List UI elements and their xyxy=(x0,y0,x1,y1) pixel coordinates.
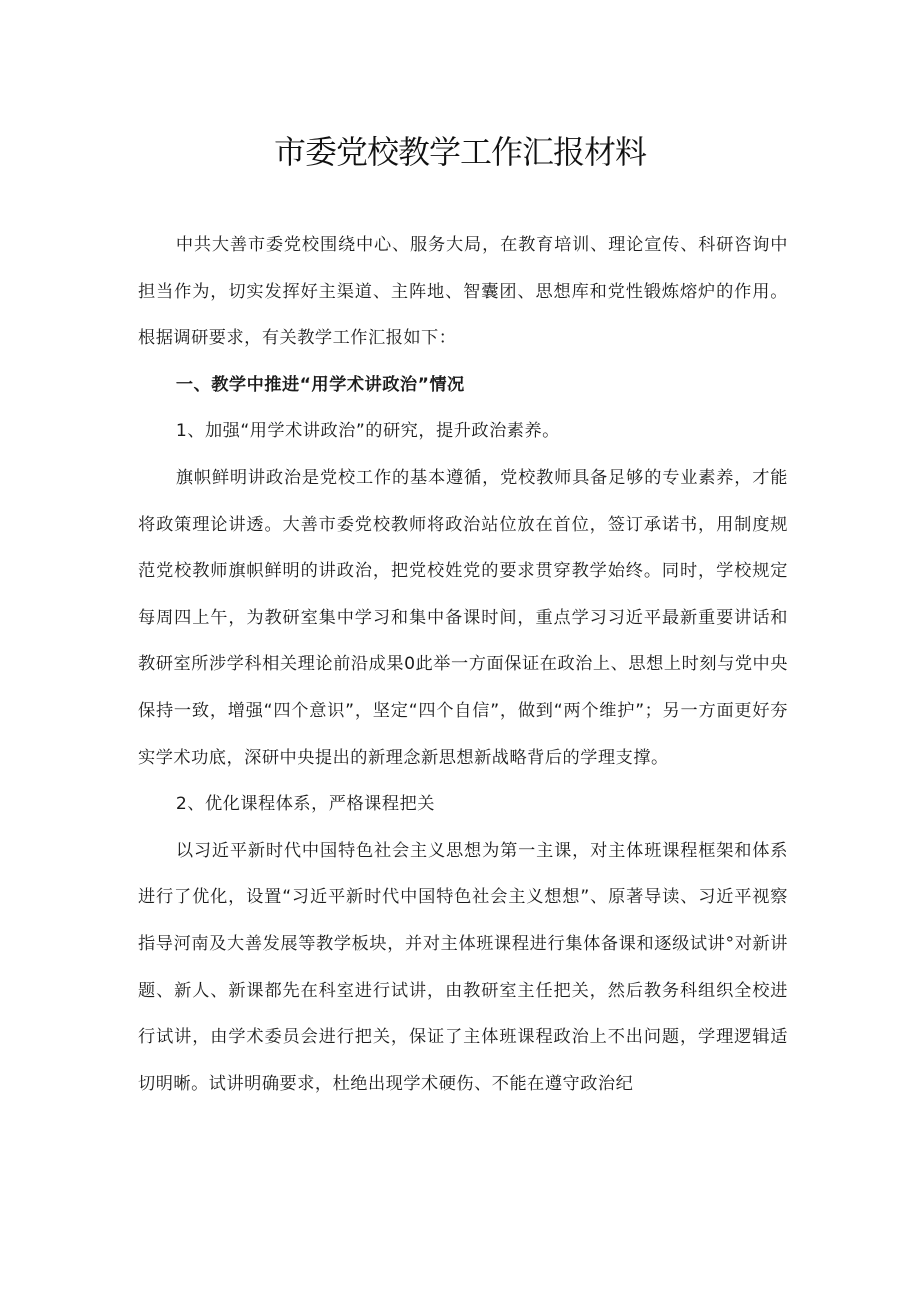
subsection-heading-2: 2、优化课程体系，严格课程把关 xyxy=(175,794,435,815)
section-heading-1: 一、教学中推进“用学术讲政治”情况 xyxy=(175,374,465,395)
intro-paragraph: 中共大善市委党校围绕中心、服务大局，在教育培训、理论宣传、科研咨询中担当作为，切实发挥好主渠道、主阵地、智囊团、思想库和党性锻炼熔炉的作用。根据调研要求，有关教学工作汇报如下： xyxy=(138,235,788,349)
body-paragraph-1: 旗帜鲜明讲政治是党校工作的基本遵循，党校教师具备足够的专业素养，才能将政策理论讲透。大善市委党校教师将政治站位放在首位，签订承诺书，用制度规范党校教师旗帜鲜明的讲政治，把党校姓党的要求贯穿教学始终。同时，学校规定每周四上午，为教研室集中学习和集中备课时间，重点学习习近平最新重要讲话和教研室所涉学科相关理论前沿成果0此举一方面保证在政治上、思想上时刻与党中央保持一致，增强“四个意识”，坚定“四个自信”，做到“两个维护”；另一方面更好夯实学术功底，深研中央提出的新理念新思想新战略背后的学理支撑。 xyxy=(138,467,788,768)
document-body xyxy=(138,222,788,1107)
subsection-heading-1: 1、加强“用学术讲政治”的研究，提升政治素养。 xyxy=(175,421,560,442)
body-paragraph-2: 以习近平新时代中国特色社会主义思想为第一主课，对主体班课程框架和体系进行了优化，设置“习近平新时代中国特色社会主义想想”、原著导读、习近平视察指导河南及大善发展等教学板块，并对主体班课程进行集体备课和逐级试讲°对新讲题、新人、新课都先在科室进行试讲，由教研室主任把关，然后教务科组织全校进行试讲，由学术委员会进行把关，保证了主体班课程政治上不出问题，学理逻辑适切明晰。试讲明确要求，杜绝出现学术硬伤、不能在遵守政治纪 xyxy=(138,840,788,1094)
document-title: 市委党校教学工作汇报材料 xyxy=(273,133,646,171)
